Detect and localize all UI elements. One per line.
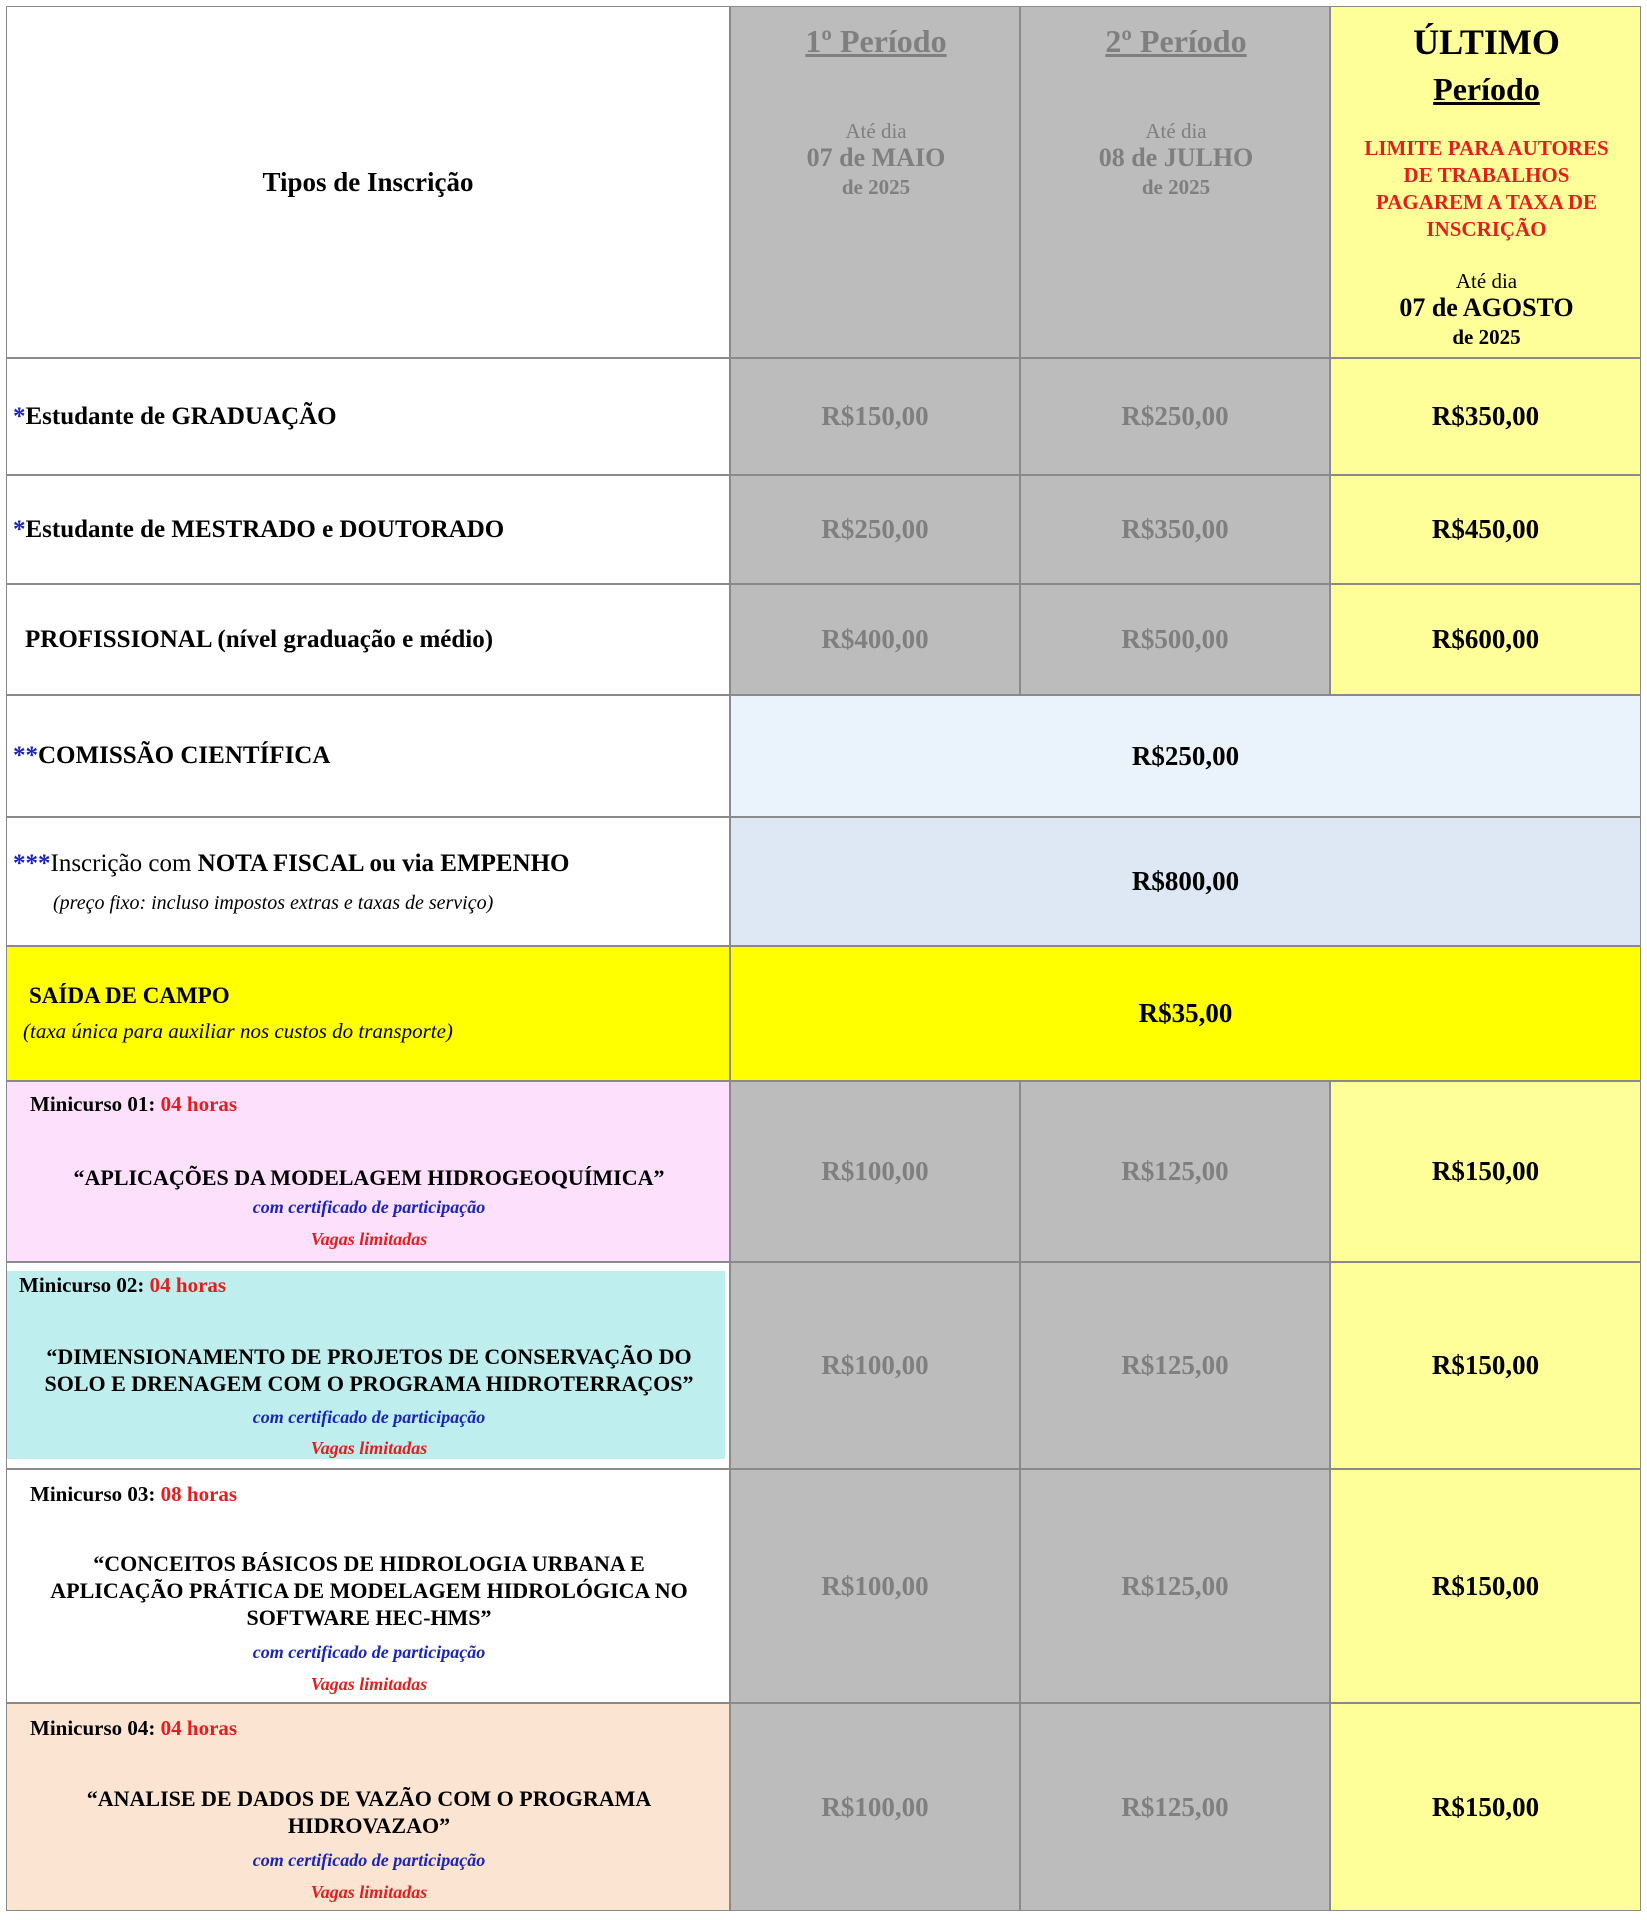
profissional-p1-cell [730,584,1020,695]
graduacao-p2-cell [1020,358,1330,475]
period-1-year: de 2025 [841,175,911,199]
minicurso-01-p2-cell [1020,1081,1330,1262]
period-1-ate: Até dia [845,119,907,143]
graduacao-p1-price: R$150,00 [821,401,929,431]
mestrado-p3-price: R$450,00 [1431,514,1540,544]
mestrado-p2-cell [1020,475,1330,584]
minicurso-01-title [7,1164,731,1191]
header-period-1 [730,6,1020,358]
minicurso-03-p2-cell [1020,1469,1330,1703]
period-2-date: 08 de JULHO [1098,143,1254,172]
row-nota-label [6,817,730,946]
row-comissao-label [6,695,730,817]
header-period-2 [1020,6,1330,358]
profissional-p2-cell [1020,584,1330,695]
minicurso-01-p1-cell [730,1081,1020,1262]
minicurso-03-vagas: Vagas limitadas [310,1674,428,1694]
minicurso-01-vagas: Vagas limitadas [310,1229,428,1249]
graduacao-label: Estudante de GRADUAÇÃO [25,402,337,430]
minicurso-02-head [19,1273,226,1298]
comissao-label: COMISSÃO CIENTÍFICA [38,742,331,769]
minicurso-01-title-line-1: “APLICAÇÕES DA MODELAGEM HIDROGEOQUÍMICA” [73,1165,665,1190]
minicurso-02-p2-price: R$125,00 [1121,1350,1229,1380]
profissional-p3-cell [1330,584,1641,695]
minicurso-03-label [6,1469,730,1703]
nota-note: (preço fixo: incluso impostos extras e taxas de serviço) [53,892,494,914]
minicurso-04-head-text: Minicurso 04: [30,1716,161,1740]
minicurso-03-p1-price: R$100,00 [821,1570,929,1601]
nota-price: R$800,00 [1131,866,1240,896]
row-profissional-label [6,584,730,695]
minicurso-02-p2-cell [1020,1262,1330,1469]
profissional-label: PROFISSIONAL (nível graduação e médio) [25,625,494,653]
minicurso-03-cert: com certificado de participação [252,1642,486,1662]
minicurso-02-p1-price: R$100,00 [821,1350,929,1380]
mestrado-text [13,516,504,544]
limite-line-3: PAGAREM A TAXA DE [1375,190,1598,214]
nota-label-a: Inscrição com [50,850,198,877]
minicurso-01-head [30,1092,237,1117]
minicurso-04-cert: com certificado de participação [252,1850,486,1870]
profissional-p1-price: R$400,00 [821,624,929,654]
mestrado-p2-price: R$350,00 [1121,514,1229,544]
row-campo-label [6,946,730,1081]
minicurso-02-vagas: Vagas limitadas [310,1438,428,1458]
minicurso-03-hours: 08 horas [160,1482,238,1506]
mestrado-p3-cell [1330,475,1641,584]
period-1-date: 07 de MAIO [806,143,946,172]
minicurso-03-p1-cell [730,1469,1020,1703]
period-2-ate: Até dia [1145,119,1207,143]
nota-label-b: NOTA FISCAL ou via EMPENHO [197,850,570,877]
minicurso-04-vagas: Vagas limitadas [310,1882,428,1902]
minicurso-04-p2-price: R$125,00 [1121,1791,1229,1822]
campo-price: R$35,00 [1138,998,1233,1028]
limite-line-4: INSCRIÇÃO [1426,217,1547,241]
minicurso-02-title [7,1343,731,1397]
minicurso-03-title-line-1: “CONCEITOS BÁSICOS DE HIDROLOGIA URBANA E [93,1551,645,1576]
mestrado-p1-cell [730,475,1020,584]
minicurso-02-p1-cell [730,1262,1020,1469]
minicurso-02-label [6,1262,730,1469]
minicurso-02-head-text: Minicurso 02: [19,1273,150,1297]
header-period-3 [1330,6,1641,358]
period-3-title2: Período [1433,71,1540,107]
graduacao-p2-price: R$250,00 [1121,401,1229,431]
period-3-title1: ÚLTIMO [1413,22,1560,62]
limite-line-1: LIMITE PARA AUTORES [1364,136,1609,160]
minicurso-01-label [6,1081,730,1262]
minicurso-02-title-line-2: SOLO E DRENAGEM COM O PROGRAMA HIDROTERRAÇOS” [44,1371,694,1396]
minicurso-01-p3-price: R$150,00 [1431,1156,1540,1186]
comissao-mark: ** [13,742,38,769]
mestrado-mark: * [13,515,26,543]
minicurso-02-title-line-1: “DIMENSIONAMENTO DE PROJETOS DE CONSERVAÇÃO DO [46,1344,692,1369]
row-graduacao-label [6,358,730,475]
period-3-year: de 2025 [1452,325,1521,349]
minicurso-01-head-text: Minicurso 01: [30,1092,161,1116]
period-3-date: 07 de AGOSTO [1399,293,1574,322]
minicurso-02-p3-price: R$150,00 [1431,1350,1540,1380]
minicurso-01-hours: 04 horas [160,1092,238,1116]
limite-line-2: DE TRABALHOS [1403,163,1570,187]
graduacao-p1-cell [730,358,1020,475]
minicurso-03-p3-cell [1330,1469,1641,1703]
minicurso-04-p2-cell [1020,1703,1330,1911]
minicurso-03-title-line-3: SOFTWARE HEC-HMS” [246,1605,492,1630]
graduacao-text [13,403,337,431]
minicurso-02-hours: 04 horas [149,1273,227,1297]
minicurso-03-head [30,1482,237,1507]
mestrado-p1-price: R$250,00 [821,514,929,544]
minicurso-03-head-text: Minicurso 03: [30,1482,161,1506]
minicurso-03-p3-price: R$150,00 [1431,1570,1540,1601]
minicurso-04-hours: 04 horas [160,1716,238,1740]
minicurso-04-label [6,1703,730,1911]
minicurso-03-p2-price: R$125,00 [1121,1570,1229,1601]
row-mestrado-label [6,475,730,584]
graduacao-p3-price: R$350,00 [1431,401,1540,431]
minicurso-02-p3-cell [1330,1262,1641,1469]
minicurso-04-title [7,1785,731,1839]
minicurso-01-p3-cell [1330,1081,1641,1262]
minicurso-02-cert: com certificado de participação [252,1407,486,1427]
minicurso-04-p1-price: R$100,00 [821,1791,929,1822]
campo-price-cell [730,946,1641,1081]
nota-mark: *** [13,850,51,877]
graduacao-p3-cell [1330,358,1641,475]
period-3-limite [1331,135,1642,243]
minicurso-01-p1-price: R$100,00 [821,1156,929,1186]
minicurso-04-p3-price: R$150,00 [1431,1791,1540,1822]
nota-text [13,850,569,878]
minicurso-04-p1-cell [730,1703,1020,1911]
period-2-year: de 2025 [1141,175,1211,199]
profissional-p2-price: R$500,00 [1121,624,1229,654]
header-tipos-cell [6,6,730,358]
minicurso-04-p3-cell [1330,1703,1641,1911]
graduacao-mark: * [13,402,26,430]
campo-label: SAÍDA DE CAMPO [29,983,230,1008]
minicurso-03-title [7,1550,731,1631]
period-3-ate: Até dia [1455,269,1518,293]
minicurso-01-cert: com certificado de participação [252,1197,486,1217]
header-tipos: Tipos de Inscrição [262,166,474,197]
minicurso-01-p2-price: R$125,00 [1121,1156,1229,1186]
minicurso-04-title-line-2: HIDROVAZAO” [287,1813,451,1838]
campo-note: (taxa única para auxiliar nos custos do transporte) [23,1019,453,1043]
comissao-price-cell [730,695,1641,817]
comissao-text [13,742,330,770]
minicurso-04-head [30,1716,237,1741]
nota-price-cell [730,817,1641,946]
comissao-price: R$250,00 [1131,740,1240,771]
minicurso-04-title-line-1: “ANALISE DE DADOS DE VAZÃO COM O PROGRAMA [86,1786,652,1811]
period-1-title: 1º Período [805,23,947,59]
mestrado-label: Estudante de MESTRADO e DOUTORADO [25,515,505,543]
profissional-p3-price: R$600,00 [1431,624,1540,654]
minicurso-03-title-line-2: APLICAÇÃO PRÁTICA DE MODELAGEM HIDROLÓGICA NO [50,1578,688,1603]
period-2-title: 2º Período [1105,23,1247,59]
